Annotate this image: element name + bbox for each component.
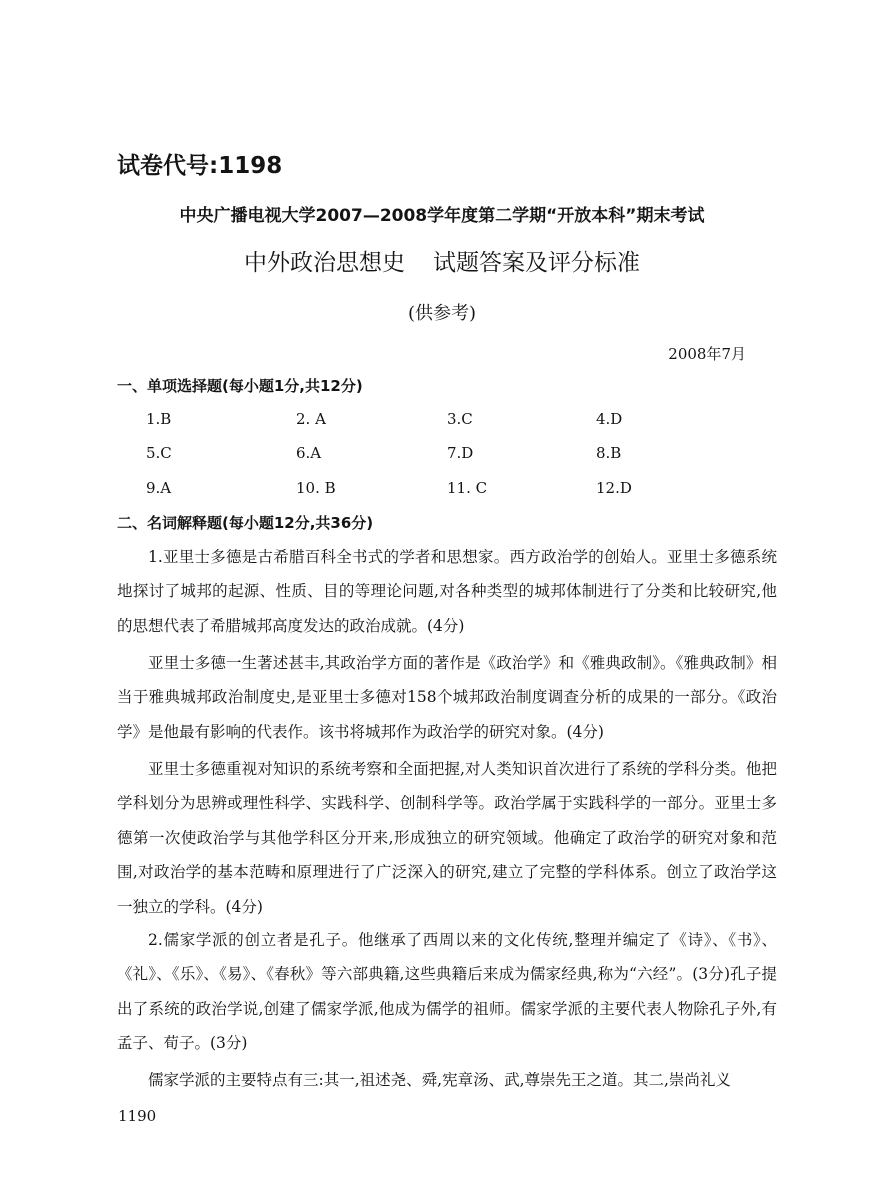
section-heading-term-explanation: 二、名词解释题(每小题12分,共36分) [117, 514, 374, 532]
answer-paragraph: 儒家学派的主要特点有三:其一,祖述尧、舜,宪章汤、武,尊崇先王之道。其二,崇尚礼义 [148, 1071, 731, 1089]
section-heading-multiple-choice: 一、单项选择题(每小题1分,共12分) [117, 377, 363, 395]
answer-item: 6.A [296, 444, 322, 462]
answer-item: 1.B [146, 410, 172, 428]
title-answer-key: 试题答案及评分标准 [433, 250, 640, 276]
answer-item: 3.C [447, 410, 473, 428]
title-course: 中外政治思想史 [244, 250, 405, 276]
answer-item: 11. C [447, 479, 488, 497]
page-number: 1190 [118, 1107, 157, 1125]
answer-paragraph: 亚里士多德一生著述甚丰,其政治学方面的著作是《政治学》和《雅典政制》。《雅典政制》相当于雅典城邦政治制度史,是亚里士多德对158个城邦政治制度调查分析的成果的一部分。《政治学》是他最有影响的代表作。该书将城邦作为政治学的研究对象。(4分) [117, 654, 777, 741]
answer-paragraph: 2.儒家学派的创立者是孔子。他继承了西周以来的文化传统,整理并编定了《诗》、《书》、《礼》、《乐》、《易》、《春秋》等六部典籍,这些典籍后来成为儒家经典,称为“六经”。(3分)孔子提出了系统的政治学说,创建了儒家学派,他成为儒学的祖师。儒家学派的主要代表人物除孔子外,有孟子、荀子。(3分) [117, 931, 777, 1053]
answer-item: 5.C [146, 444, 172, 462]
answer-item: 12.D [596, 479, 632, 497]
answer-item: 9.A [146, 479, 172, 497]
answer-paragraph: 亚里士多德重视对知识的系统考察和全面把握,对人类知识首次进行了系统的学科分类。他把学科划分为思辨或理性科学、实践科学、创制科学等。政治学属于实践科学的一部分。亚里士多德第一次使政治学与其他学科区分开来,形成独立的研究领域。他确定了政治学的研究对象和范围,对政治学的基本范畴和原理进行了广泛深入的研究,建立了完整的学科体系。创立了政治学这一独立的学科。(4分) [117, 760, 777, 916]
answer-item: 10. B [296, 479, 336, 497]
answer-paragraph: 1.亚里士多德是古希腊百科全书式的学者和思想家。西方政治学的创始人。亚里士多德系统地探讨了城邦的起源、性质、目的等理论问题,对各种类型的城邦体制进行了分类和比较研究,他的思想代表了希腊城邦高度发达的政治成就。(4分) [117, 548, 777, 635]
document-date: 2008年7月 [668, 345, 746, 363]
answer-item: 4.D [596, 410, 623, 428]
paper-code: 试卷代号:1198 [117, 153, 283, 179]
document-title [0, 244, 884, 277]
institution-line: 中央广播电视大学2007—2008学年度第二学期“开放本科”期末考试 [179, 206, 705, 226]
answer-item: 2. A [296, 410, 326, 428]
reference-note: (供参考) [407, 303, 477, 324]
answer-item: 8.B [596, 444, 622, 462]
answer-item: 7.D [447, 444, 474, 462]
